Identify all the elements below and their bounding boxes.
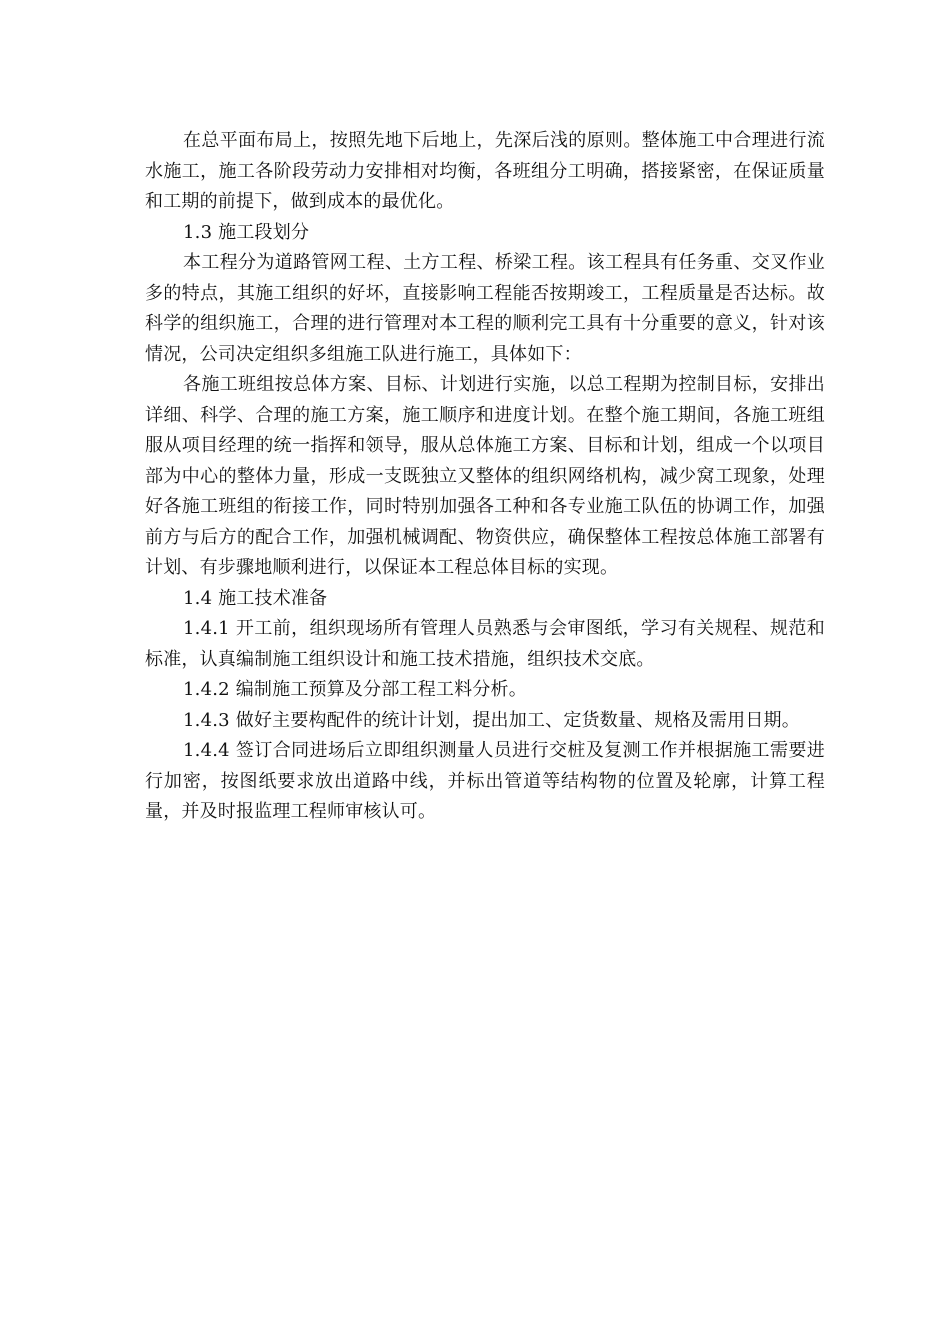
paragraph-1-4-2: 1.4.2 编制施工预算及分部工程工料分析。 — [183, 679, 527, 700]
paragraph-1-4-3: 1.4.3 做好主要构配件的统计计划，提出加工、定货数量、规格及需用日期。 — [183, 709, 800, 731]
paragraph-1-4-1: 1.4.1 开工前，组织现场所有管理人员熟悉与会审图纸，学习有关规程、规范和标准，认真编制施工组织设计和施工技术措施，组织技术交底。 — [145, 618, 825, 670]
paragraph-1-4-4: 1.4.4 签订合同进场后立即组织测量人员进行交桩及复测工作并根据施工需要进行加密，按图纸要求放出道路中线，并标出管道等结构物的位置及轮廓，计算工程量，并及时报监理工程师审核认可。 — [145, 740, 825, 822]
paragraph-project-scope: 本工程分为道路管网工程、土方工程、桥梁工程。该工程具有任务重、交叉作业多的特点，其施工组织的好坏，直接影响工程能否按期竣工，工程质量是否达标。故科学的组织施工，合理的进行管理对本工程的顺利完工具有十分重要的意义，针对该情况，公司决定组织多组施工队进行施工，具体如下： — [145, 252, 825, 365]
section-heading-1-4: 1.4 施工技术准备 — [183, 587, 328, 609]
section-heading-1-3: 1.3 施工段划分 — [183, 221, 310, 243]
paragraph-layout-principle: 在总平面布局上，按照先地下后地上，先深后浅的原则。整体施工中合理进行流水施工，施工各阶段劳动力安排相对均衡，各班组分工明确，搭接紧密，在保证质量和工期的前提下，做到成本的最优化。 — [145, 130, 825, 212]
document-body — [145, 126, 825, 828]
paragraph-team-organization: 各施工班组按总体方案、目标、计划进行实施，以总工程期为控制目标，安排出详细、科学、合理的施工方案，施工顺序和进度计划。在整个施工期间，各施工班组服从项目经理的统一指挥和领导，服从总体施工方案、目标和计划，组成一个以项目部为中心的整体力量，形成一支既独立又整体的组织网络机构，减少窝工现象，处理好各施工班组的衔接工作，同时特别加强各工种和各专业施工队伍的协调工作，加强前方与后方的配合工作，加强机械调配、物资供应，确保整体工程按总体施工部署有计划、有步骤地顺利进行，以保证本工程总体目标的实现。 — [145, 374, 825, 578]
